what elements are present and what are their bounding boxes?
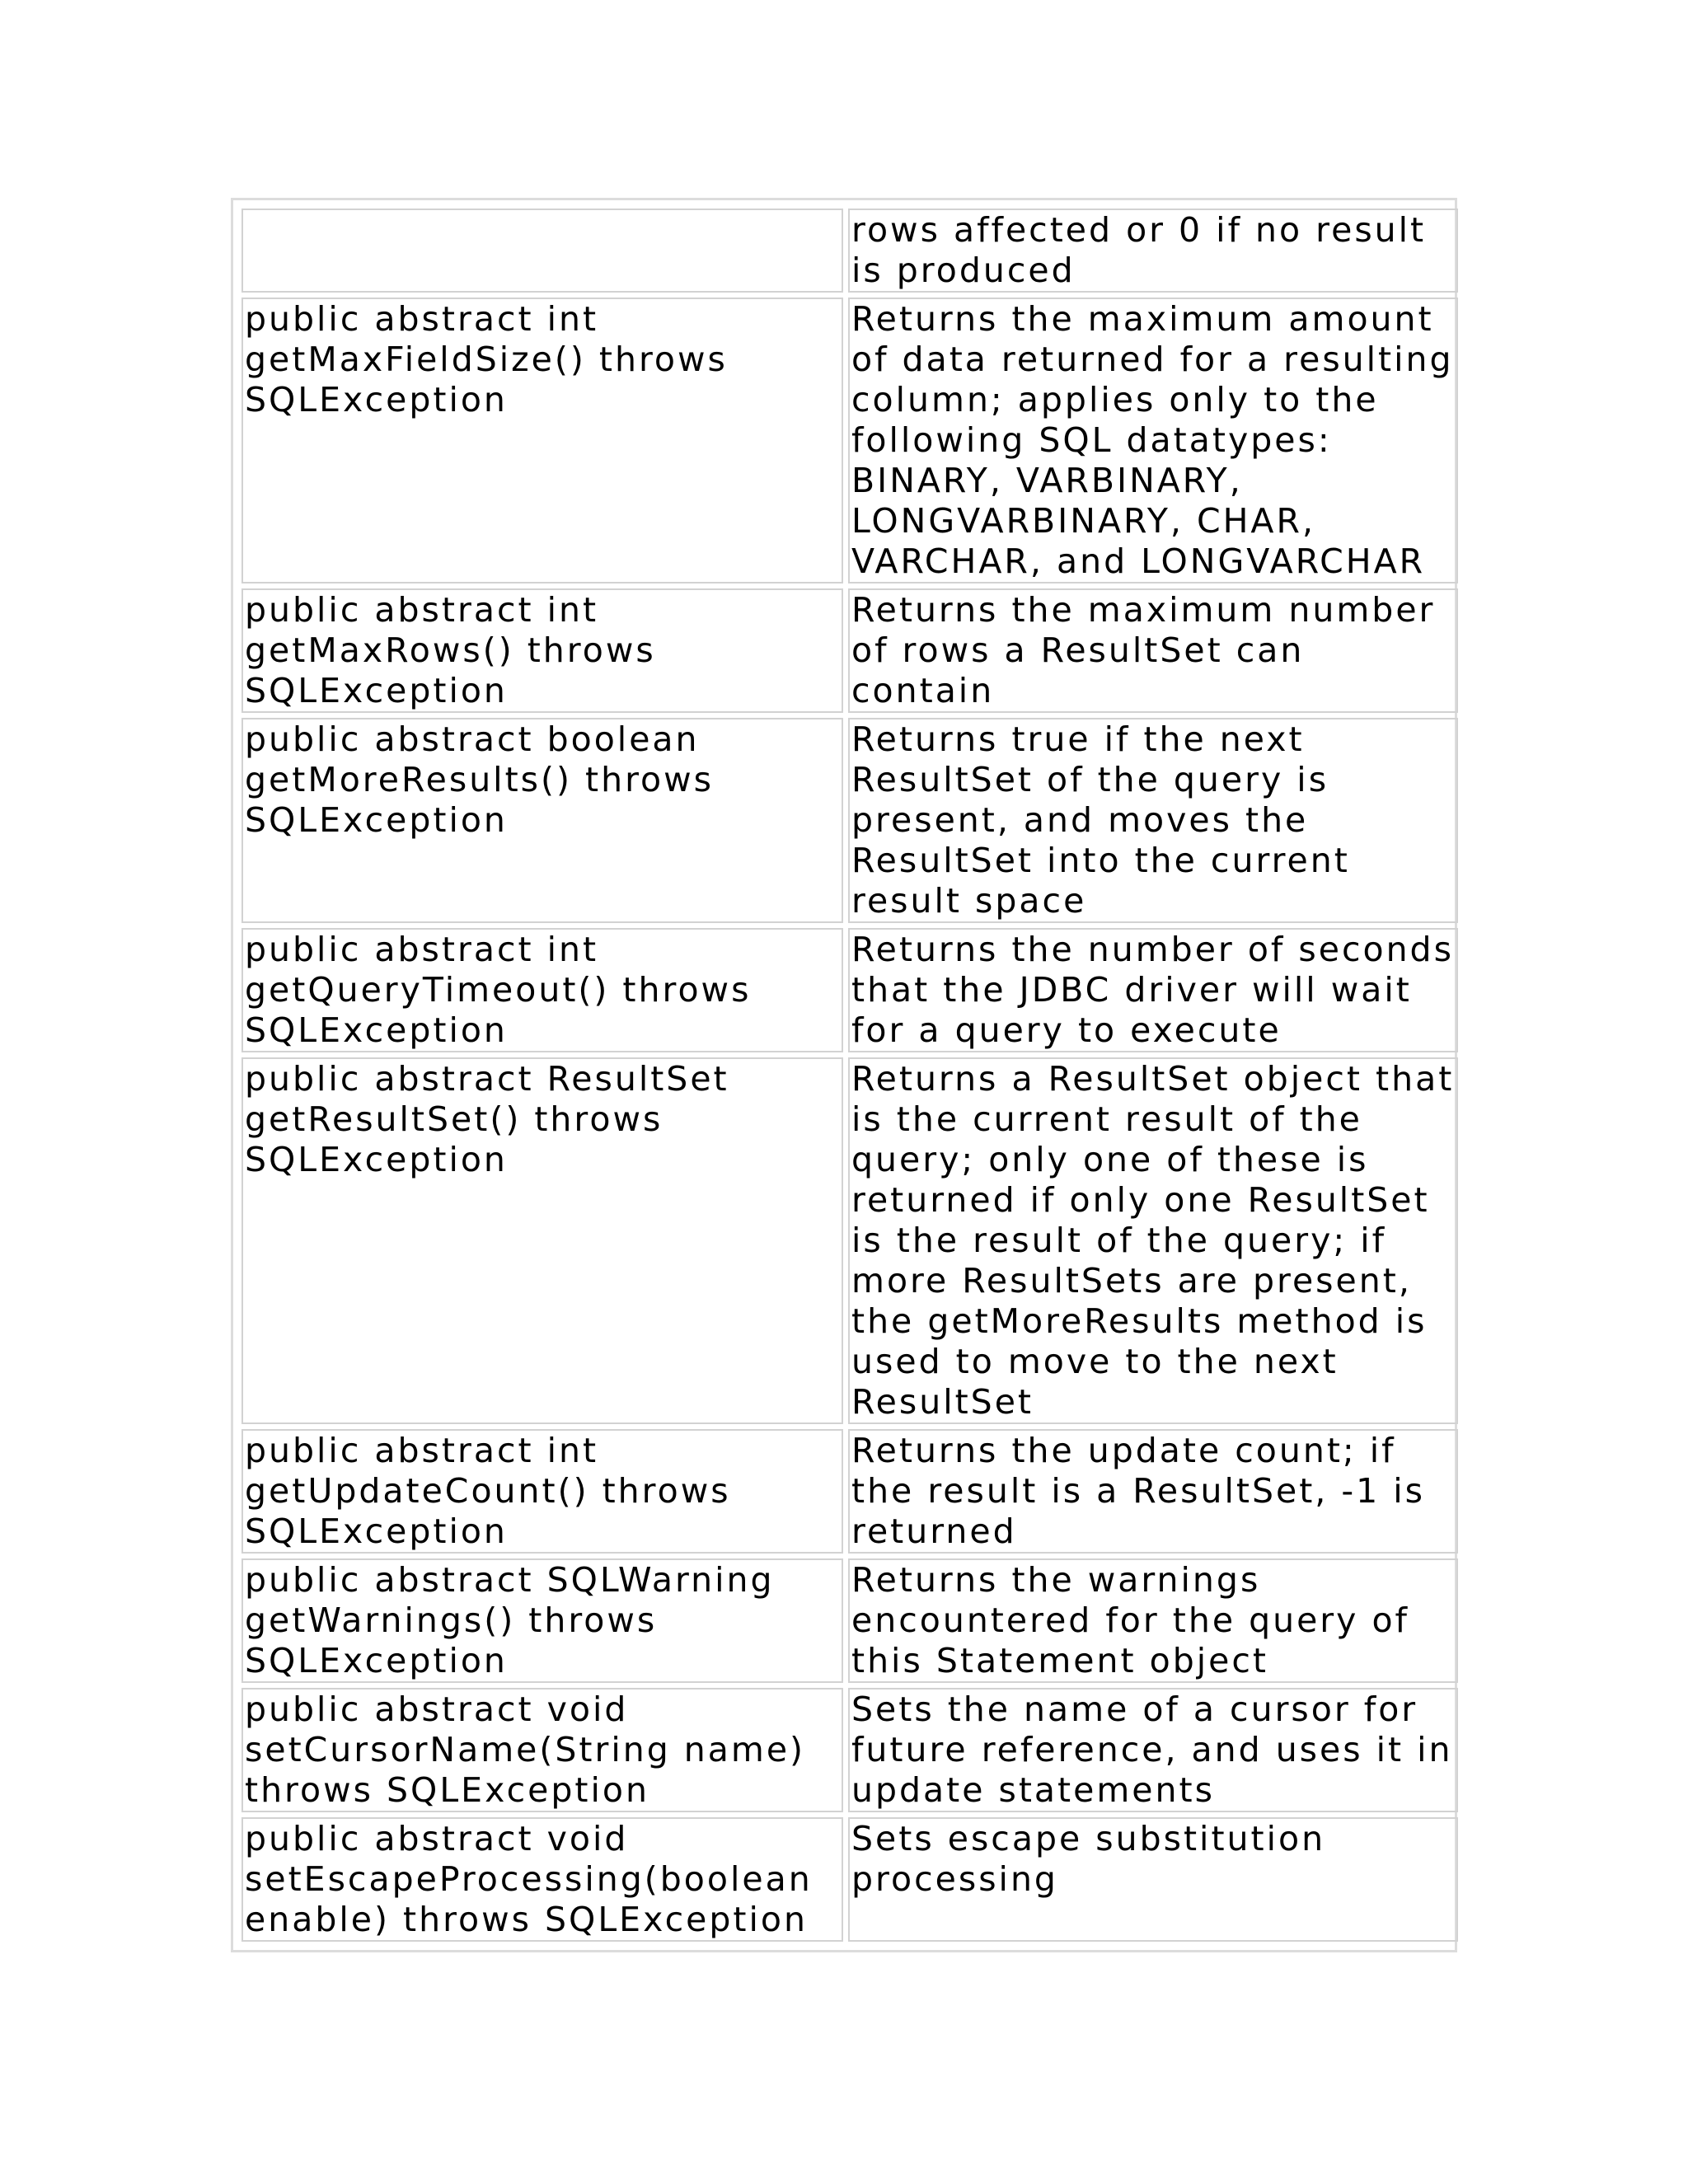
method-signature-cell [241, 209, 843, 293]
table-row [241, 1429, 1458, 1554]
method-signature-cell: public abstract ResultSet getResultSet() throws SQLException [241, 1057, 843, 1424]
table-row [241, 1057, 1458, 1424]
method-signature-cell: public abstract void setCursorName(String name) throws SQLException [241, 1688, 843, 1812]
method-description-cell: Returns a ResultSet object that is the current result of the query; only one of these is returned if only one ResultSet is the result of the query; if more ResultSets are present, the getMoreResults method is used to move to the next ResultSet [848, 1057, 1458, 1424]
table-row [241, 298, 1458, 583]
table-row [241, 718, 1458, 923]
table-row [241, 928, 1458, 1052]
method-signature-cell: public abstract int getUpdateCount() throws SQLException [241, 1429, 843, 1554]
table-row [241, 1817, 1458, 1942]
table-row [241, 588, 1458, 713]
method-signature-cell: public abstract int getMaxFieldSize() throws SQLException [241, 298, 843, 583]
method-description-cell: Returns the update count; if the result is a ResultSet, -1 is returned [848, 1429, 1458, 1554]
method-signature-cell: public abstract int getQueryTimeout() throws SQLException [241, 928, 843, 1052]
method-description-cell: Returns the number of seconds that the JDBC driver will wait for a query to execute [848, 928, 1458, 1052]
table-row [241, 1688, 1458, 1812]
table-row [241, 209, 1458, 293]
method-description-cell: rows affected or 0 if no result is produced [848, 209, 1458, 293]
method-description-cell: Returns the maximum number of rows a ResultSet can contain [848, 588, 1458, 713]
table-row [241, 1558, 1458, 1683]
api-method-table [231, 198, 1457, 1952]
method-signature-cell: public abstract void setEscapeProcessing(boolean enable) throws SQLException [241, 1817, 843, 1942]
method-signature-cell: public abstract SQLWarning getWarnings() throws SQLException [241, 1558, 843, 1683]
method-description-cell: Sets escape substitution processing [848, 1817, 1458, 1942]
method-signature-cell: public abstract boolean getMoreResults() throws SQLException [241, 718, 843, 923]
method-table [237, 204, 1463, 1947]
method-description-cell: Returns true if the next ResultSet of the query is present, and moves the ResultSet into the current result space [848, 718, 1458, 923]
method-signature-cell: public abstract int getMaxRows() throws SQLException [241, 588, 843, 713]
method-description-cell: Returns the maximum amount of data returned for a resulting column; applies only to the following SQL datatypes: BINARY, VARBINARY, LONGVARBINARY, CHAR, VARCHAR, and LONGVARCHAR [848, 298, 1458, 583]
method-description-cell: Returns the warnings encountered for the query of this Statement object [848, 1558, 1458, 1683]
method-description-cell: Sets the name of a cursor for future reference, and uses it in update statements [848, 1688, 1458, 1812]
